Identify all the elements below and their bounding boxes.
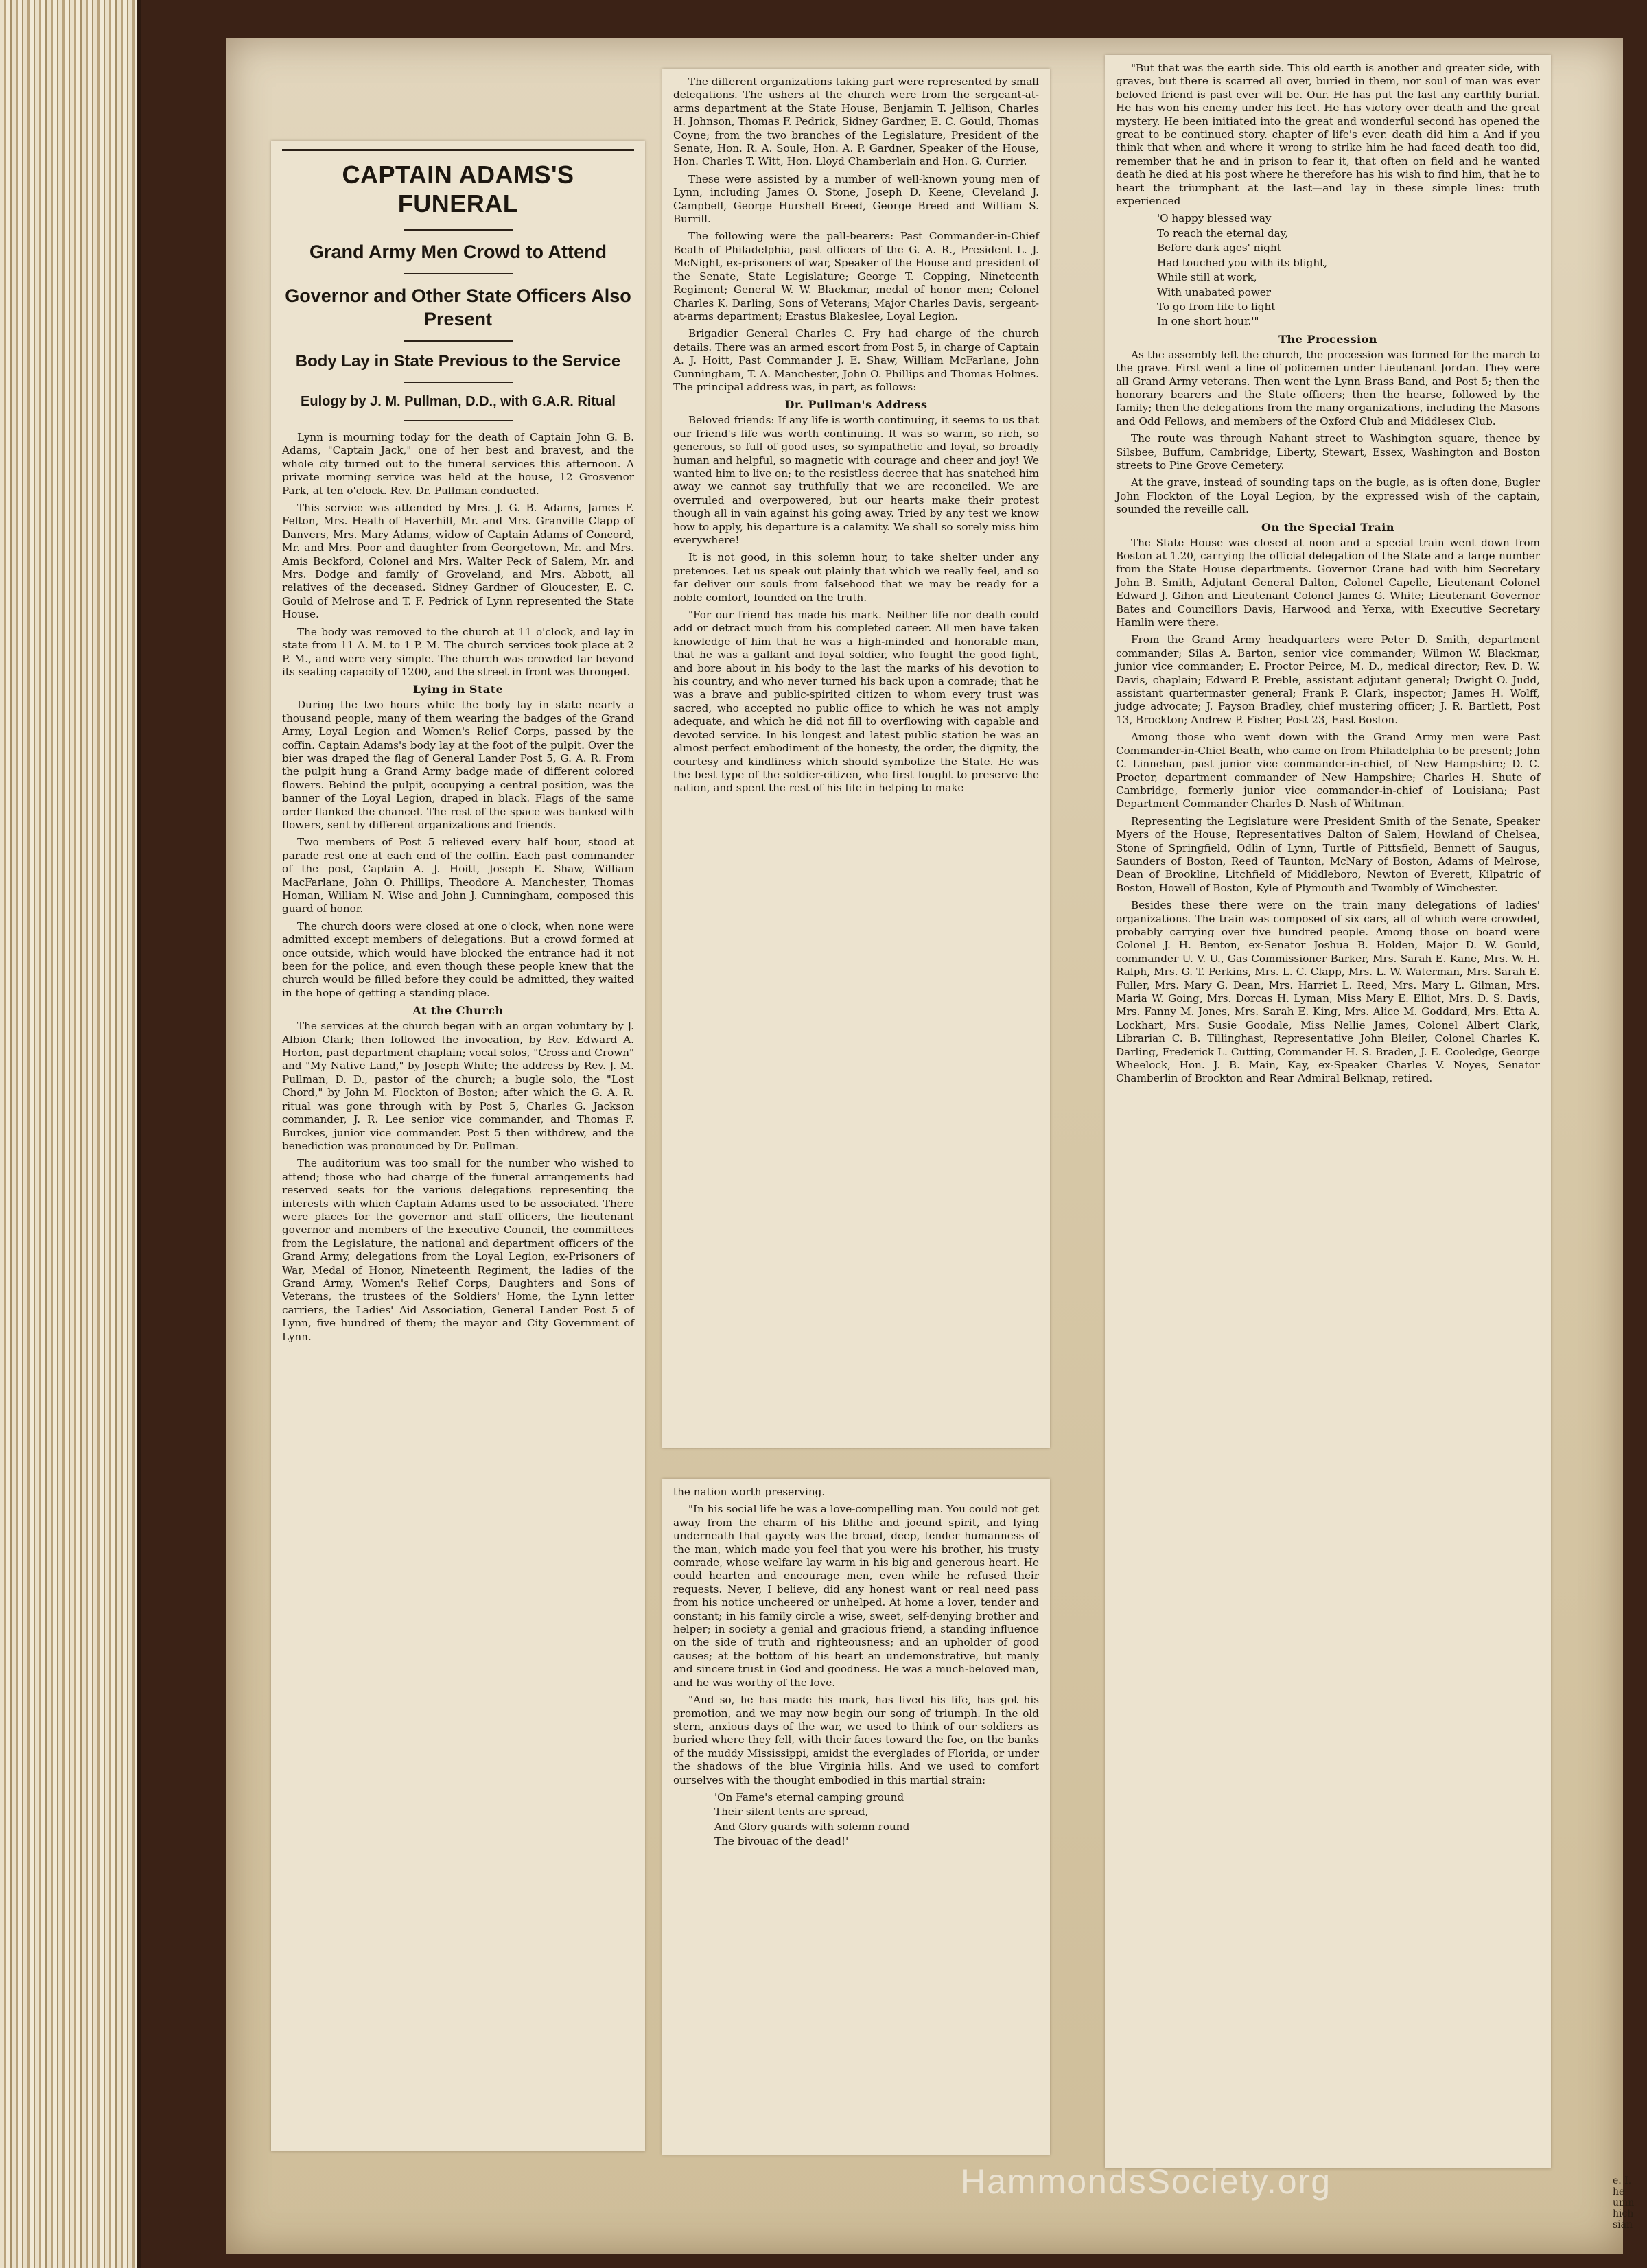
paragraph: The body was removed to the church at 11 o'clock, and lay in state from 11 A. M. to 1 P. M. The church services took place at 2 P. M., and were very simple. The church was crowded far beyond its seating capacity of 1200, and the street in front was thronged. [282,625,634,678]
paragraph: The services at the church began with an organ voluntary by J. Albion Clark; then followed the invocation, by Rev. Edward A. Horton, past department chaplain; vocal solos, "Cross and Crown" and "My Native Land," by Joseph White; the address by Rev. J. M. Pullman, D. D., pastor of the church; a bugle solo, the "Lost Chord," by John M. Flockton of Boston; after which the G. A. R. ritual was gone through with by Post 5, Charles G. Jackson commander, J. R. Lee senior vice commander, and Thomas F. Burckes, junior vice commander. Post 5 then withdrew, and the benediction was pronounced by Dr. Pullman. [282,1020,634,1152]
paragraph: Brigadier General Charles C. Fry had charge of the church details. There was an armed escort from Post 5, in charge of Captain A. J. Hoitt, Past Commander J. E. Shaw, William McFarlane, John Cunningham, T. A. Manchester, John O. Phillips and Thomas Holmes. The principal address was, in part, as follows: [673,327,1039,393]
article-column-2-bottom [662,1479,1050,2155]
paragraph: At the grave, instead of sounding taps on the bugle, as is often done, Bugler John Flockton of the Loyal Legion, by the expressed wish of the captain, sounded the reveille call. [1116,476,1540,516]
paragraph: "For our friend has made his mark. Neither life nor death could add or detract much from his completed career. All men have taken knowledge of him that he was a high-minded and honorable man, that he was a gallant and loyal soldier, who fought the good fight, and bore about in his body to the last the marks of his devotion to his country, and who never turned his back upon a comrade; that he was a brave and public-spirited citizen to whom every trust was sacred, who accepted no public office to which he was not amply adequate, and which he did not fill to overflowing with capable and devoted service. In his longest and latest public station he was an almost perfect embodiment of the honesty, the order, the dignity, the courtesy and kindliness which should symbolize the State. He was the best type of the soldier-citizen, who first fought to preserve the nation, and spent the rest of his life in helping to make [673,609,1039,795]
paragraph: Beloved friends: If any life is worth continuing, it seems to us that our friend's life was worth continuing. It was so warm, so rich, so generous, so full of good uses, so sympathetic and loyal, so broadly human and helpful, so magnetic with courage and cheer and joy! We wanted him to live on; to the resistless decree that has snatched him away we cannot say truthfully that we are reconciled. We are overruled and overpowered, but our hearts make their protest though all in vain against his going away. Tried by any test we know how to apply, his departure is a calamity. We shall so sorely miss him everywhere! [673,414,1039,546]
divider [404,340,513,342]
divider [404,382,513,383]
verse-line: Before dark ages' night [1157,242,1281,255]
divider [404,420,513,421]
verse-line: 'O happy blessed way [1157,212,1272,225]
paragraph: The auditorium was too small for the number who wished to attend; those who had charge of the funeral arrangements had reserved seats for the various delegations representing the interests with which Captain Adams used to be associated. There were places for the governor and staff officers, the lieutenant governor and members of the Executive Council, the committees from the Legislature, the national and department officers of the Grand Army, delegations from the Loyal Legion, ex-Prisoners of War, Medal of Honor, Nineteenth Regiment, the ladies of the Grand Army, Women's Relief Corps, Daughters and Sons of Veterans, the trustees of the Soldiers' Home, the Lynn letter carriers, the Ladies' Aid Association, General Lander Post 5 of Lynn, five hundred of them; the mayor and City Government of Lynn. [282,1157,634,1343]
section-heading-at-the-church: At the Church [412,1004,504,1018]
verse-line: Their silent tents are spread, [714,1805,869,1819]
paragraph: During the two hours while the body lay in state nearly a thousand people, many of them wearing the badges of the Grand Army, Loyal Legion and Women's Relief Corps, passed by the coffin. Captain Adams's body lay at the foot of the pulpit. Over the bier was draped the flag of General Lander Post 5, G. A. R. From the pulpit hung a Grand Army badge made of different colored flowers. Behind the pulpit, occupying a central position, was the banner of the Loyal Legion, draped in black. Flags of the same order flanked the chancel. The rest of the space was banked with flowers, sent by different organizations and friends. [282,699,634,831]
subhead-3: Body Lay in State Previous to the Service [295,352,621,371]
paragraph: The route was through Nahant street to Washington square, thence by Silsbee, Buffum, Cambridge, Liberty, Stewart, Essex, Washington and Boston streets to Pine Grove Cemetery. [1116,432,1540,471]
verse-line: To go from life to light [1157,300,1276,313]
paragraph: Lynn is mourning today for the death of Captain John G. B. Adams, "Captain Jack," one of her best and bravest, and the whole city turned out to the funeral services this afternoon. A private morning service was held at the house, 12 Grosvenor Park, at ten o'clock. Rev. Dr. Pullman conducted. [282,431,634,497]
subhead-4: Eulogy by J. M. Pullman, D.D., with G.A.R. Ritual [301,394,616,409]
verse-line: While still at work, [1157,271,1257,284]
headline: CAPTAIN ADAMS'S FUNERAL [342,161,574,218]
paragraph: "In his social life he was a love-compelling man. You could not get away from the charm of his blithe and jocund spirit, and lying underneath that gayety was the broad, deep, tender humanness of the man, which made you feel that you were his brother, his trusty comrade, whose welfare lay warm in his big and generous heart. He could hearten and encourage men, even while he refused their requests. Never, I believe, did any honest want or real need pass from his notice uncheered or unhelped. At home a lover, tender and constant; in his family circle a wise, sweet, self-denying brother and helper; in society a genial and gracious friend, a standing influence on the side of truth and righteousness; and an upholder of good causes; at the bottom of his heart an undemonstrative, but manly and sincere trust in God and goodness. He was a much-beloved man, and he was worthy of the love. [673,1503,1039,1689]
verse-line: With unabated power [1157,285,1272,299]
section-heading-procession: The Procession [1278,332,1377,346]
verse-line: To reach the eternal day, [1157,226,1289,239]
paragraph: Two members of Post 5 relieved every half hour, stood at parade rest one at each end of the coffin. Each past commander of the post, Captain A. J. Hoitt, Joseph E. Shaw, William MacFarlane, John O. Phillips, Theodore A. Manchester, Thomas Homan, William N. Wise and John J. Cunningham, composed this guard of honor. [282,836,634,915]
top-rule [282,149,634,151]
article-column-3 [1105,55,1551,2168]
article-column-2-top [662,69,1050,1448]
paragraph: The different organizations taking part were represented by small delegations. The ushers at the church were from the sergeant-at-arms department at the State House, Benjamin T. Jellison, Charles H. Johnson, Thomas F. Pedrick, Sidney Gardner, E. C. Gould, Thomas Coyne; from the two branches of the Legislature, President of the Senate, Hon. R. A. Soule, Hon. A. P. Gardner, Speaker of the House, Hon. Charles T. Witt, Hon. Lloyd Chamberlain and Hon. G. Currier. [673,75,1039,168]
verse-line: In one short hour.'" [1157,315,1259,328]
paragraph: Representing the Legislature were President Smith of the Senate, Speaker Myers of the House, Representatives Dalton of Salem, Howland of Chelsea, Stone of Springfield, Odlin of Lynn, Turtle of Pittsfield, Bennett of Saugus, Saunders of Boston, Reed of Taunton, McNary of Boston, Adams of Melrose, Dean of Brookline, Litchfield of Middleboro, Newton of Everett, Kilpatric of Boston, Howell of Boston, Kyle of Plymouth and Twombly of Winchester. [1116,815,1540,894]
paragraph: From the Grand Army headquarters were Peter D. Smith, department commander; Silas A. Barton, senior vice commander; Wilmon W. Blackmar, junior vice commander; E. Proctor Peirce, M. D., medical director; Rev. D. W. Davis, chaplain; Edward P. Preble, assistant adjutant general; Dwight O. Judd, assistant quartermaster general; Frank P. Clark, inspector; James H. Wolff, judge advocate; J. Payson Bradley, chief mustering officer; J. R. Bartlett, Post 13, Brockton; Andrew P. Fisher, Post 23, East Boston. [1116,633,1540,726]
verse-line: The bivouac of the dead!' [714,1835,849,1848]
watermark: HammondsSociety.org [961,2162,1332,2201]
paragraph: This service was attended by Mrs. J. G. B. Adams, James F. Felton, Mrs. Heath of Haverhill, Mr. and Mrs. Granville Clapp of Danvers, Mrs. Mary Adams, widow of Captain Adams of Concord, Mr. and Mrs. Poor and daughter from Georgetown, Mr. and Mrs. Amis Beckford, Colonel and Mrs. Walter Peck of Salem, Mr. and Mrs. Dodge and family of Groveland, and Mrs. Abbott, all relatives of the deceased. Sidney Gardner of Gloucester, E. C. Gould of Melrose and T. F. Pedrick of Lynn represented the State House. [282,502,634,621]
adjacent-clipping-fragment: e. I. he umn hich sian [1613,2175,1635,2230]
paragraph: The church doors were closed at one o'clock, when none were admitted except members of delegations. But a crowd formed at once outside, which would have blocked the entrance had it not been for the police, and even though these people knew that the church would be filled before they could be admitted, they waited in the hope of getting a standing place. [282,920,634,999]
subhead-2: Governor and Other State Officers Also Present [285,285,631,329]
verse-line: And Glory guards with solemn round [714,1820,910,1833]
subhead-1: Grand Army Men Crowd to Attend [309,242,607,262]
divider [404,229,513,231]
paragraph: As the assembly left the church, the procession was formed for the march to the grave. First went a line of policemen under Lieutenant Jordan. They were all Grand Army veterans. Then went the Lynn Brass Band, and Post 5; then the honorary bearers and the State officers; then the hearse, followed by the family; then the delegations from the many organizations, including the Masons and Odd Fellows, and members of the Oxford Club and Middlesex Club. [1116,348,1540,428]
paragraph: The State House was closed at noon and a special train went down from Boston at 1.20, carrying the official delegation of the State and a large number from the State House departments. Governor Crane had with him Secretary John B. Smith, Adjutant General Dalton, Colonel Capelle, Lieutenant Colonel Edward J. Gihon and Lieutenant Colonel James G. White; Lieutenant Governor Bates and Councillors Davis, Harwood and Yerxa, with Executive Secretary Hamlin were there. [1116,536,1540,629]
section-heading-pullman-address: Dr. Pullman's Address [784,398,928,412]
article-column-1 [271,141,645,2151]
paragraph: It is not good, in this solemn hour, to take shelter under any pretences. Let us speak out plainly that which we really feel, and so far deliver our souls from falsehood that we may be ready for a noble comfort, founded on the truth. [673,551,1039,604]
paragraph: These were assisted by a number of well-known young men of Lynn, including James O. Stone, Joseph D. Keene, Cleveland J. Campbell, George Hurshell Breed, George Breed and William S. Burrill. [673,172,1039,226]
paragraph: the nation worth preserving. [673,1486,826,1498]
verse-line: 'On Fame's eternal camping ground [714,1790,904,1803]
paragraph: Among those who went down with the Grand Army men were Past Commander-in-Chief Beath, who came on from Philadelphia to be present; John C. Linnehan, past junior vice commander-in-chief, of New Hampshire; D. C. Proctor, department commander of New Hampshire; Charles H. Shute of Cambridge, formerly junior vice commander-in-chief of Louisiana; Past Department Commander Charles D. Nash of Whitman. [1116,731,1540,810]
paragraph: Besides these there were on the train many delegations of ladies' organizations. The train was composed of six cars, all of which were crowded, probably carrying over five hundred people. Among those on board were Colonel J. H. Benton, ex-Senator Joshua B. Holden, Major D. W. Gould, commander U. V. U., Gas Commissioner Barker, Mrs. Sarah E. Kane, Mrs. W. H. Ralph, Mrs. G. T. Perkins, Mrs. L. C. Clapp, Mrs. L. W. Waterman, Mrs. Sarah E. Fuller, Mrs. Mary G. Dean, Mrs. Harriet L. Reed, Mrs. Mary L. Gilman, Mrs. Maria W. Going, Mrs. Dorcas H. Lyman, Miss Mary E. Elliot, Mrs. D. S. Davis, Mrs. Fanny M. Jones, Mrs. Sarah E. King, Mrs. Alice M. Goddard, Mrs. Etta A. Lockhart, Mrs. Susie Goodale, Miss Nellie James, Colonel Albert Clark, Librarian C. B. Tillinghast, Representative John Bleiler, Colonel Charles K. Darling, Frederick L. Cutting, Commander H. S. Braden, J. E. Cooledge, George Wheelock, Hon. J. B. Main, Kay, ex-Speaker Charles V. Noyes, Senator Chamberlin of Brockton and Rear Admiral Belknap, retired. [1116,899,1540,1085]
paragraph: The following were the pall-bearers: Past Commander-in-Chief Beath of Philadelphia, past officers of the G. A. R., President L. J. McNight, ex-prisoners of war, Speaker of the House and president of the Senate, State Legislature; George T. Copping, Nineteenth Regiment; General W. W. Blackmar, medal of honor men; Colonel Charles K. Darling, Sons of Veterans; Major Charles Davis, sergeant-at-arms department; Erastus Blakeslee, Loyal Legion. [673,230,1039,323]
paragraph: "But that was the earth side. This old earth is another and greater side, with graves, but there is scarred all over, buried in them, nor soul of man was ever beloved friend is past ever will be. Our. He has put the last any earthly burial. He has won his enemy under his feet. He has victory over death and the great mystery. He been initiated into the great and wonderful second has opened the great to be continued story. chapter of life's ever. death did him a And if you think that when and where it wrong to strike him he had faced death too did, remember that he and in prison to fear it, that often on field and he wanted death he died at his post where he therefore has his wish to find him, that he to heart the triumphant at the last—and lay in these simple lines: truth experienced [1116,62,1540,208]
paragraph: "And so, he has made his mark, has lived his life, has got his promotion, and we may now begin our song of triumph. In the old stern, anxious days of the war, we used to think of our soldiers as buried where they fell, with their faces toward the foe, on the banks of the muddy Mississippi, amidst the everglades of Florida, or under the shadows of the blue Virginia hills. And we used to comfort ourselves with the thought embodied in this martial strain: [673,1694,1039,1786]
verse-line: Had touched you with its blight, [1157,256,1328,269]
book-page-edges [0,0,141,2268]
divider [404,273,513,274]
section-heading-lying-in-state: Lying in State [412,683,504,697]
section-heading-special-train: On the Special Train [1261,520,1394,534]
